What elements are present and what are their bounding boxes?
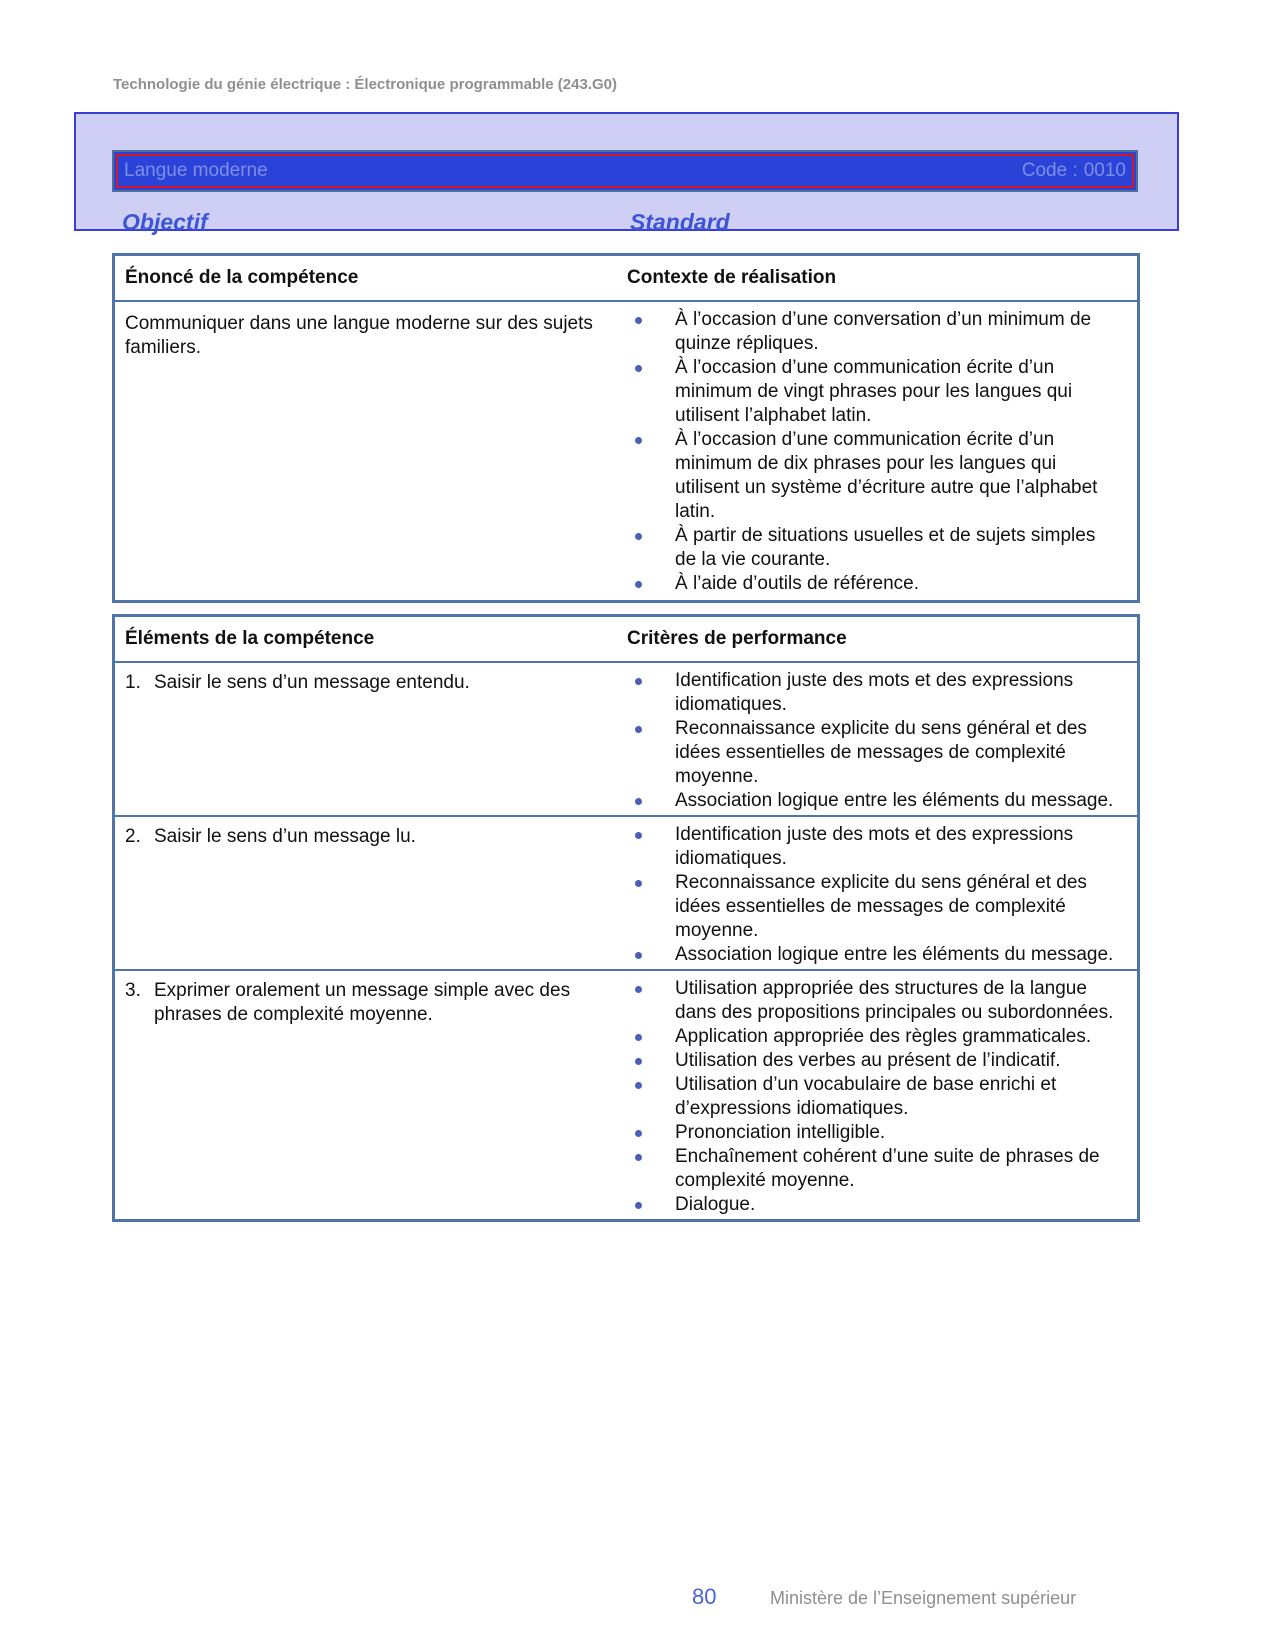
competence-table <box>112 253 1140 603</box>
list-item: Identification juste des mots et des expressions idiomatiques. <box>631 669 1117 717</box>
element-text: Saisir le sens d’un message lu. <box>154 826 416 847</box>
element-item <box>125 671 617 695</box>
contexte-list <box>631 308 1117 596</box>
list-item: Utilisation des verbes au présent de l’indicatif. <box>631 1049 1117 1073</box>
course-code <box>1022 160 1126 182</box>
criteres-list <box>631 669 1117 813</box>
competence-statement: Communiquer dans une langue moderne sur des sujets familiers. <box>125 313 593 358</box>
page-footer <box>692 1584 1076 1610</box>
section-standard: Standard <box>630 209 730 235</box>
table-row <box>115 969 1137 1219</box>
header-elements: Éléments de la compétence <box>125 628 375 649</box>
list-item: À partir de situations usuelles et de sujets simples de la vie courante. <box>631 524 1117 572</box>
element-number: 1. <box>125 672 141 693</box>
criteres-list <box>631 823 1117 967</box>
element-number: 2. <box>125 826 141 847</box>
list-item: Application appropriée des règles grammaticales. <box>631 1025 1117 1049</box>
table-row <box>115 815 1137 969</box>
header-contexte: Contexte de réalisation <box>627 267 837 288</box>
course-code-label: Code : <box>1021 160 1078 181</box>
list-item: Reconnaissance explicite du sens général et des idées essentielles de messages de complexité moyenne. <box>631 717 1117 789</box>
page-number: 80 <box>692 1584 717 1609</box>
list-item: Reconnaissance explicite du sens général et des idées essentielles de messages de complexité moyenne. <box>631 871 1117 943</box>
element-text: Saisir le sens d’un message entendu. <box>154 672 470 693</box>
table-row <box>115 661 1137 815</box>
element-text: Exprimer oralement un message simple avec des phrases de complexité moyenne. <box>154 980 571 1025</box>
competence-row <box>115 300 1137 600</box>
list-item: À l’occasion d’une communication écrite d’un minimum de dix phrases pour les langues qui utilisent un système d’écriture autre que l’alphabet latin. <box>631 428 1117 524</box>
ministry-name: Ministère de l’Enseignement supérieur <box>770 1588 1077 1608</box>
list-item: Prononciation intelligible. <box>631 1121 1117 1145</box>
list-item: Identification juste des mots et des expressions idiomatiques. <box>631 823 1117 871</box>
course-code-value: 0010 <box>1083 160 1126 181</box>
elements-table-header <box>115 617 1137 661</box>
criteres-list <box>631 977 1117 1217</box>
list-item: À l’aide d’outils de référence. <box>631 572 1117 596</box>
course-title-bar <box>112 150 1138 192</box>
list-item: À l’occasion d’une conversation d’un minimum de quinze répliques. <box>631 308 1117 356</box>
element-item <box>125 979 617 1027</box>
competence-table-header <box>115 256 1137 300</box>
list-item: À l’occasion d’une communication écrite d’un minimum de vingt phrases pour les langues qui utilisent l’alphabet latin. <box>631 356 1117 428</box>
list-item: Dialogue. <box>631 1193 1117 1217</box>
course-title: Langue moderne <box>124 160 268 181</box>
section-objectif: Objectif <box>122 209 208 235</box>
list-item: Association logique entre les éléments du message. <box>631 789 1117 813</box>
running-header: Technologie du génie électrique : Électronique programmable (243.G0) <box>113 76 617 93</box>
list-item: Association logique entre les éléments du message. <box>631 943 1117 967</box>
list-item: Utilisation appropriée des structures de la langue dans des propositions principales ou subordonnées. <box>631 977 1117 1025</box>
list-item: Enchaînement cohérent d’une suite de phrases de complexité moyenne. <box>631 1145 1117 1193</box>
list-item: Utilisation d’un vocabulaire de base enrichi et d’expressions idiomatiques. <box>631 1073 1117 1121</box>
element-number: 3. <box>125 980 141 1001</box>
header-criteres: Critères de performance <box>627 628 847 649</box>
element-item <box>125 825 617 849</box>
header-enonce: Énoncé de la compétence <box>125 267 359 288</box>
elements-table <box>112 614 1140 1222</box>
